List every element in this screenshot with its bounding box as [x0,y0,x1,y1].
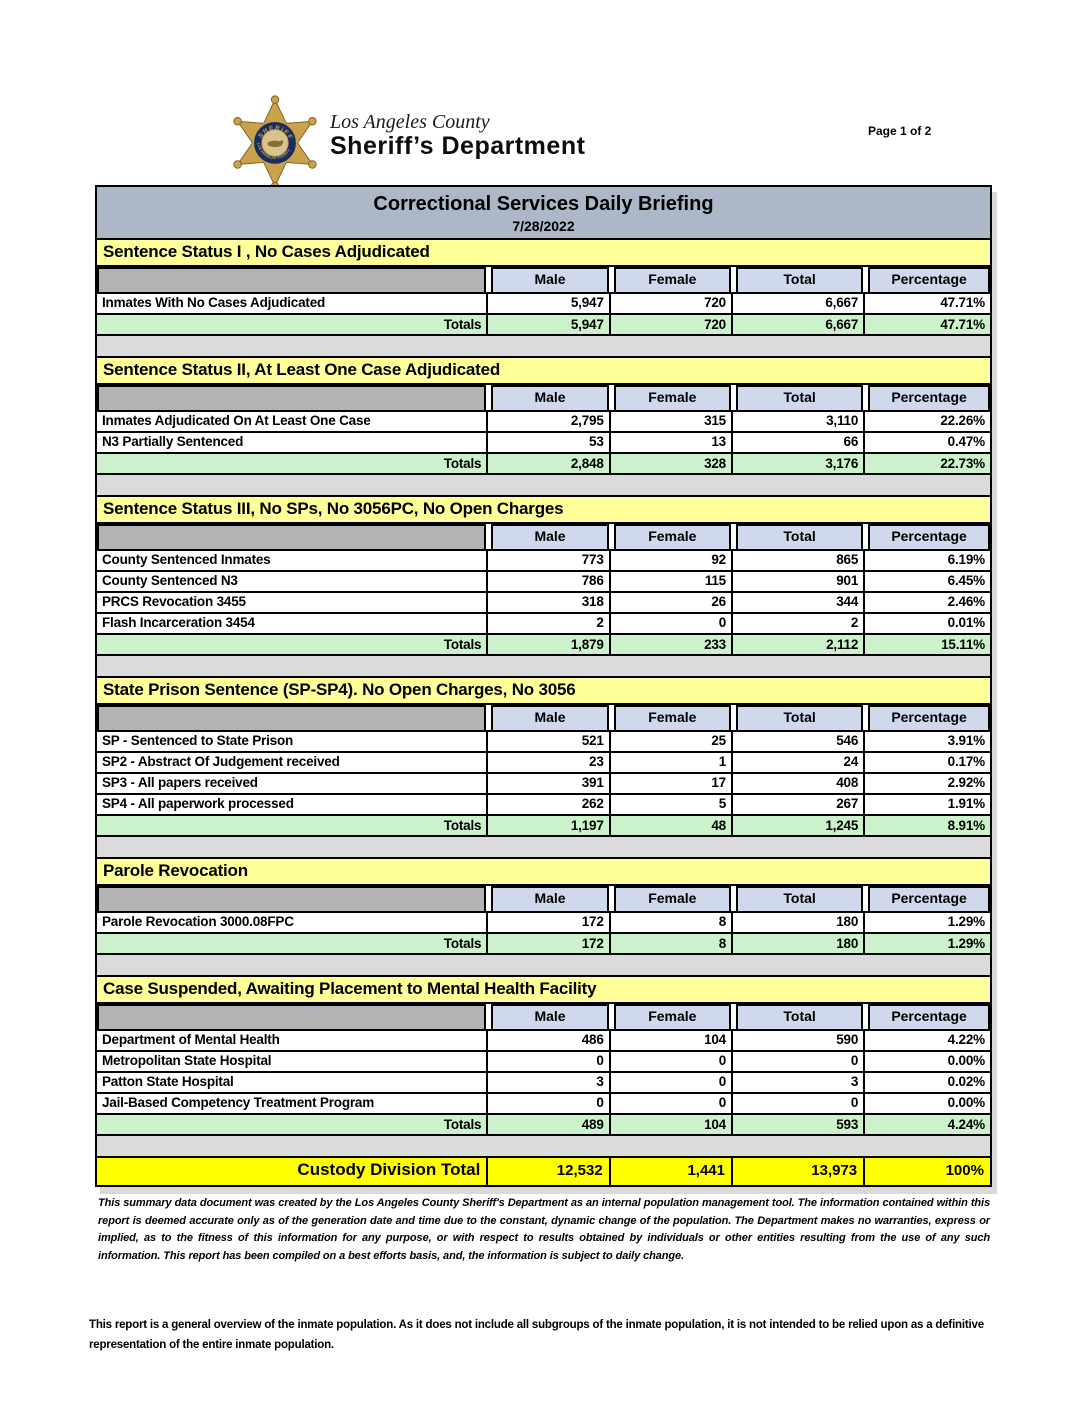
cell-female: 26 [609,591,731,612]
column-header-cell [609,705,731,730]
row-label: Parole Revocation 3000.08FPC [97,911,486,932]
column-header-female: Female [614,385,731,410]
cell-female: 25 [609,730,731,751]
column-header-row [97,385,990,410]
totals-row [97,814,990,837]
cell-total: 344 [731,591,863,612]
table-row [97,772,990,793]
cell-percentage: 2.46% [863,591,990,612]
column-header-cell [731,705,863,730]
column-header-male: Male [491,1004,608,1029]
column-header-percentage: Percentage [868,385,990,410]
totals-female: 48 [609,814,731,837]
cell-male: 5,947 [486,292,608,313]
cell-female: 0 [609,612,731,633]
cell-total: 3,110 [731,410,863,431]
cell-female: 720 [609,292,731,313]
logo-text [330,111,585,161]
column-header-spacer-cell [97,705,486,730]
cell-female: 92 [609,549,731,570]
column-header-cell [863,267,990,292]
grand-total-female: 1,441 [609,1158,731,1185]
totals-label: Totals [97,313,486,336]
logo-county-text: Los Angeles County [330,111,490,133]
column-header-total: Total [736,524,863,549]
cell-male: 521 [486,730,608,751]
totals-female: 328 [609,452,731,475]
cell-percentage: 1.91% [863,793,990,814]
totals-row [97,452,990,475]
cell-total: 546 [731,730,863,751]
column-header-percentage: Percentage [868,705,990,730]
column-header-spacer-cell [97,524,486,549]
section-header: Parole Revocation [97,859,990,886]
section-spacer [97,837,990,859]
cell-total: 901 [731,570,863,591]
column-header-cell [609,524,731,549]
column-header-cell [609,267,731,292]
cell-percentage: 2.92% [863,772,990,793]
table-row [97,549,990,570]
column-header-row [97,705,990,730]
cell-total: 590 [731,1029,863,1050]
section-spacer [97,656,990,678]
cell-total: 0 [731,1092,863,1113]
column-header-cell [609,886,731,911]
totals-total: 1,245 [731,814,863,837]
column-header-male: Male [491,385,608,410]
column-header-cell [731,385,863,410]
column-header-cell [731,267,863,292]
grand-total-label: Custody Division Total [297,1160,481,1179]
column-header-spacer-fill [97,886,486,911]
table-row [97,730,990,751]
totals-row [97,932,990,955]
row-label: Jail-Based Competency Treatment Program [97,1092,486,1113]
totals-label: Totals [97,814,486,837]
row-label: SP - Sentenced to State Prison [97,730,486,751]
cell-female: 115 [609,570,731,591]
column-header-total: Total [736,705,863,730]
cell-total: 0 [731,1050,863,1071]
cell-male: 2 [486,612,608,633]
column-header-row [97,886,990,911]
cell-female: 13 [609,431,731,452]
totals-female: 104 [609,1113,731,1136]
page-number: Page 1 of 2 [868,124,932,138]
column-header-percentage: Percentage [868,1004,990,1029]
totals-percentage: 8.91% [863,814,990,837]
cell-percentage: 0.00% [863,1050,990,1071]
section-header: Sentence Status II, At Least One Case Adjudicated [97,358,990,385]
column-header-cell [486,385,608,410]
cell-percentage: 1.29% [863,911,990,932]
cell-total: 3 [731,1071,863,1092]
column-header-cell [609,385,731,410]
cell-male: 53 [486,431,608,452]
totals-total: 180 [731,932,863,955]
row-label: Inmates Adjudicated On At Least One Case [97,410,486,431]
cell-female: 0 [609,1092,731,1113]
row-label: PRCS Revocation 3455 [97,591,486,612]
column-header-spacer-cell [97,385,486,410]
column-header-total: Total [736,385,863,410]
daily-briefing-report [95,185,992,1187]
column-header-total: Total [736,886,863,911]
cell-male: 0 [486,1092,608,1113]
totals-label: Totals [97,633,486,656]
totals-percentage: 22.73% [863,452,990,475]
row-label: Inmates With No Cases Adjudicated [97,292,486,313]
section-header: State Prison Sentence (SP-SP4). No Open Charges, No 3056 [97,678,990,705]
cell-total: 2 [731,612,863,633]
cell-male: 773 [486,549,608,570]
column-header-percentage: Percentage [868,524,990,549]
custody-division-total-row [97,1158,990,1185]
sheriff-star-badge-icon [228,93,322,189]
cell-total: 865 [731,549,863,570]
column-header-cell [863,705,990,730]
totals-percentage: 4.24% [863,1113,990,1136]
row-label: County Sentenced N3 [97,570,486,591]
row-label: SP3 - All papers received [97,772,486,793]
report-title-block [97,187,990,240]
row-label: Department of Mental Health [97,1029,486,1050]
cell-male: 23 [486,751,608,772]
section-header: Case Suspended, Awaiting Placement to Mental Health Facility [97,977,990,1004]
table-row [97,410,990,431]
section-spacer [97,1136,990,1158]
cell-total: 267 [731,793,863,814]
totals-row [97,1113,990,1136]
column-header-spacer-fill [97,524,486,549]
totals-total: 593 [731,1113,863,1136]
cell-male: 486 [486,1029,608,1050]
cell-male: 318 [486,591,608,612]
column-header-male: Male [491,524,608,549]
cell-percentage: 22.26% [863,410,990,431]
cell-male: 3 [486,1071,608,1092]
column-header-male: Male [491,705,608,730]
section-spacer [97,336,990,358]
column-header-male: Male [491,886,608,911]
totals-total: 6,667 [731,313,863,336]
column-header-female: Female [614,705,731,730]
report-sections [97,240,990,1158]
totals-female: 233 [609,633,731,656]
table-row [97,1092,990,1113]
cell-female: 104 [609,1029,731,1050]
totals-female: 8 [609,932,731,955]
totals-male: 1,197 [486,814,608,837]
totals-row [97,633,990,656]
grand-total-percentage: 100% [863,1158,990,1185]
column-header-percentage: Percentage [868,886,990,911]
column-header-total: Total [736,1004,863,1029]
svg-text:LOS ANGELES COUNTY: LOS ANGELES COUNTY [256,142,292,160]
cell-total: 180 [731,911,863,932]
column-header-cell [863,524,990,549]
column-header-total: Total [736,267,863,292]
report-date: 7/28/2022 [512,218,575,234]
column-header-spacer-cell [97,267,486,292]
cell-male: 2,795 [486,410,608,431]
totals-male: 5,947 [486,313,608,336]
table-row [97,911,990,932]
cell-total: 24 [731,751,863,772]
table-row [97,1050,990,1071]
column-header-spacer-cell [97,886,486,911]
overview-note: This report is a general overview of the inmate population. As it does not include all subgroups of the inmate population, it is not intended to be relied upon as a definitive representation of the entire inmate population. [89,1318,984,1352]
column-header-row [97,267,990,292]
totals-male: 489 [486,1113,608,1136]
section-header: Sentence Status III, No SPs, No 3056PC, No Open Charges [97,497,990,524]
column-header-row [97,524,990,549]
cell-male: 262 [486,793,608,814]
table-row [97,1029,990,1050]
cell-percentage: 6.19% [863,549,990,570]
column-header-cell [486,886,608,911]
cell-male: 0 [486,1050,608,1071]
column-header-cell [863,385,990,410]
cell-percentage: 6.45% [863,570,990,591]
logo-department-text: Sheriff’s Department [330,132,586,160]
table-row [97,751,990,772]
cell-total: 6,667 [731,292,863,313]
row-label: Flash Incarceration 3454 [97,612,486,633]
cell-male: 391 [486,772,608,793]
column-header-cell [486,267,608,292]
cell-female: 8 [609,911,731,932]
cell-female: 5 [609,793,731,814]
column-header-spacer-cell [97,1004,486,1029]
row-label: County Sentenced Inmates [97,549,486,570]
column-header-female: Female [614,886,731,911]
table-row [97,1071,990,1092]
column-header-spacer-fill [97,1004,486,1029]
cell-percentage: 0.00% [863,1092,990,1113]
column-header-cell [731,524,863,549]
column-header-spacer-fill [97,705,486,730]
table-row [97,591,990,612]
cell-female: 0 [609,1050,731,1071]
totals-percentage: 47.71% [863,313,990,336]
cell-male: 786 [486,570,608,591]
totals-total: 2,112 [731,633,863,656]
column-header-female: Female [614,524,731,549]
column-header-row [97,1004,990,1029]
table-row [97,431,990,452]
table-row [97,793,990,814]
totals-label: Totals [97,1113,486,1136]
cell-female: 1 [609,751,731,772]
row-label: Metropolitan State Hospital [97,1050,486,1071]
cell-female: 17 [609,772,731,793]
column-header-cell [731,1004,863,1029]
cell-percentage: 0.01% [863,612,990,633]
cell-female: 0 [609,1071,731,1092]
table-row [97,292,990,313]
cell-percentage: 4.22% [863,1029,990,1050]
column-header-female: Female [614,1004,731,1029]
column-header-female: Female [614,267,731,292]
cell-percentage: 0.17% [863,751,990,772]
row-label: Patton State Hospital [97,1071,486,1092]
totals-female: 720 [609,313,731,336]
totals-row [97,313,990,336]
totals-male: 172 [486,932,608,955]
cell-percentage: 47.71% [863,292,990,313]
row-label: SP4 - All paperwork processed [97,793,486,814]
column-header-cell [486,524,608,549]
totals-male: 2,848 [486,452,608,475]
column-header-percentage: Percentage [868,267,990,292]
cell-total: 66 [731,431,863,452]
column-header-cell [609,1004,731,1029]
cell-male: 172 [486,911,608,932]
table-row [97,612,990,633]
totals-label: Totals [97,932,486,955]
totals-label: Totals [97,452,486,475]
row-label: SP2 - Abstract Of Judgement received [97,751,486,772]
disclaimer-text: This summary data document was created by the Los Angeles County Sheriff's Department as an internal population management tool. The information contained within this report is deemed accurate only as of the generation date and time due to the constant, dynamic change of the population. The Department makes no warranties, express or implied, as to the fitness of this information for any purpose, or with respect to results obtained by individuals or other entities resulting from the use of any such information. This report has been compiled on a best efforts basis, and, the information is subject to daily change. [98,1197,990,1262]
section-header: Sentence Status I , No Cases Adjudicated [97,240,990,267]
table-row [97,570,990,591]
column-header-spacer-fill [97,267,486,292]
totals-percentage: 1.29% [863,932,990,955]
svg-text:SHERIFF: SHERIFF [257,124,295,142]
cell-percentage: 0.47% [863,431,990,452]
column-header-cell [863,886,990,911]
column-header-cell [486,705,608,730]
grand-total-male: 12,532 [486,1158,608,1185]
column-header-cell [863,1004,990,1029]
totals-male: 1,879 [486,633,608,656]
cell-total: 408 [731,772,863,793]
column-header-cell [486,1004,608,1029]
column-header-cell [731,886,863,911]
grand-total-total: 13,973 [731,1158,863,1185]
letterhead [228,93,585,189]
row-label: N3 Partially Sentenced [97,431,486,452]
section-spacer [97,475,990,497]
column-header-male: Male [491,267,608,292]
cell-percentage: 3.91% [863,730,990,751]
section-spacer [97,955,990,977]
report-title: Correctional Services Daily Briefing [373,193,714,215]
totals-percentage: 15.11% [863,633,990,656]
totals-total: 3,176 [731,452,863,475]
cell-percentage: 0.02% [863,1071,990,1092]
cell-female: 315 [609,410,731,431]
column-header-spacer-fill [97,385,486,410]
